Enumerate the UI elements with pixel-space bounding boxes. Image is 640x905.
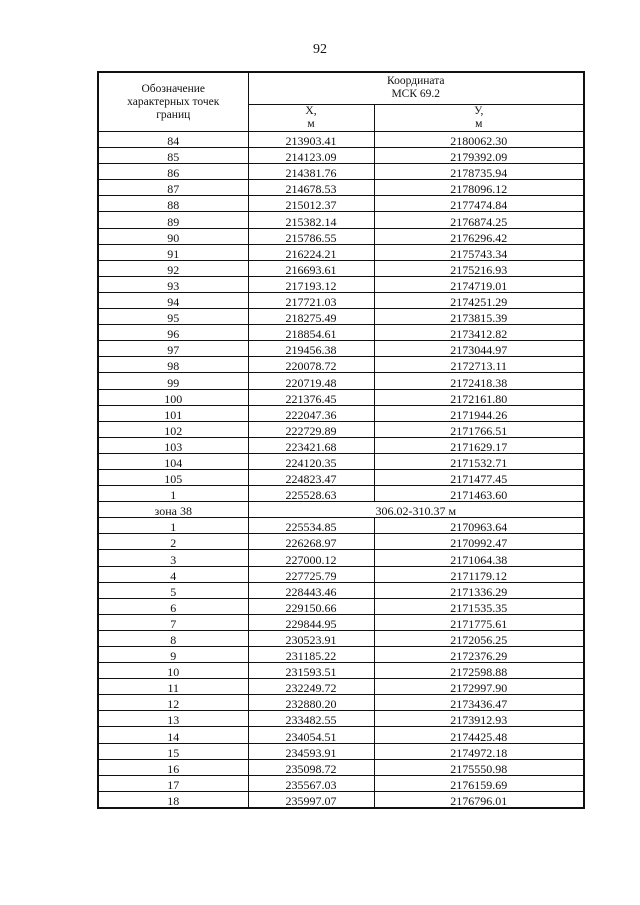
x-coordinate-cell: 235997.07 [248, 791, 374, 808]
x-coordinate-cell: 229150.66 [248, 598, 374, 614]
x-coordinate-cell: 229844.95 [248, 614, 374, 630]
x-coordinate-cell: 228443.46 [248, 582, 374, 598]
point-id-cell: 11 [98, 679, 248, 695]
x-coordinate-cell: 234054.51 [248, 727, 374, 743]
x-coordinate-cell: 221376.45 [248, 389, 374, 405]
x-coordinate-cell: 231185.22 [248, 647, 374, 663]
zone-row-group [98, 502, 584, 518]
table-row [98, 357, 584, 373]
y-coordinate-cell: 2180062.30 [374, 132, 584, 148]
x-coordinate-cell: 225534.85 [248, 518, 374, 534]
table-row [98, 550, 584, 566]
table-row [98, 405, 584, 421]
x-coordinate-cell: 214123.09 [248, 148, 374, 164]
y-coordinate-cell: 2176796.01 [374, 791, 584, 808]
point-id-cell: 12 [98, 695, 248, 711]
x-coordinate-cell: 227000.12 [248, 550, 374, 566]
y-column-header [374, 104, 584, 131]
point-id-cell: 94 [98, 292, 248, 308]
x-coordinate-cell: 225528.63 [248, 486, 374, 502]
point-id-cell: 101 [98, 405, 248, 421]
y-coordinate-cell: 2175743.34 [374, 244, 584, 260]
y-coordinate-cell: 2174251.29 [374, 292, 584, 308]
x-coordinate-cell: 224120.35 [248, 453, 374, 469]
x-axis-unit: м [307, 117, 315, 130]
y-coordinate-cell: 2172713.11 [374, 357, 584, 373]
coordinate-system-header [248, 72, 584, 104]
table-header [98, 72, 584, 132]
point-id-cell: 88 [98, 196, 248, 212]
y-coordinate-cell: 2171766.51 [374, 421, 584, 437]
point-id-cell: 105 [98, 469, 248, 485]
y-axis-unit: м [475, 117, 483, 130]
x-coordinate-cell: 231593.51 [248, 663, 374, 679]
coordinate-title: Координата [387, 75, 445, 88]
x-coordinate-cell: 235098.72 [248, 759, 374, 775]
y-coordinate-cell: 2175550.98 [374, 759, 584, 775]
x-coordinate-cell: 232249.72 [248, 679, 374, 695]
table-row [98, 437, 584, 453]
table-row [98, 469, 584, 485]
y-coordinate-cell: 2171775.61 [374, 614, 584, 630]
x-coordinate-cell: 233482.55 [248, 711, 374, 727]
table-row [98, 630, 584, 646]
x-axis-name: X, [305, 104, 317, 117]
y-coordinate-cell: 2173044.97 [374, 341, 584, 357]
x-coordinate-cell: 230523.91 [248, 630, 374, 646]
x-coordinate-cell: 226268.97 [248, 534, 374, 550]
x-coordinate-cell: 232880.20 [248, 695, 374, 711]
x-coordinate-cell: 218275.49 [248, 309, 374, 325]
table-row [98, 598, 584, 614]
y-axis-name: У, [474, 104, 484, 117]
x-coordinate-cell: 224823.47 [248, 469, 374, 485]
table-row [98, 614, 584, 630]
y-coordinate-cell: 2179392.09 [374, 148, 584, 164]
x-coordinate-cell: 223421.68 [248, 437, 374, 453]
point-id-cell: 91 [98, 244, 248, 260]
x-coordinate-cell: 222047.36 [248, 405, 374, 421]
point-id-cell: 16 [98, 759, 248, 775]
table-row [98, 711, 584, 727]
table-row [98, 453, 584, 469]
table-row [98, 486, 584, 502]
page-number: 92 [313, 42, 327, 57]
y-coordinate-cell: 2173912.93 [374, 711, 584, 727]
y-coordinate-cell: 2170963.64 [374, 518, 584, 534]
table-row [98, 276, 584, 292]
point-id-cell: 90 [98, 228, 248, 244]
table-row [98, 180, 584, 196]
x-coordinate-cell: 234593.91 [248, 743, 374, 759]
point-id-cell: 95 [98, 309, 248, 325]
table-row [98, 292, 584, 308]
point-id-cell: 18 [98, 791, 248, 808]
y-coordinate-cell: 2175216.93 [374, 260, 584, 276]
y-coordinate-cell: 2171944.26 [374, 405, 584, 421]
table-row [98, 663, 584, 679]
x-coordinate-cell: 222729.89 [248, 421, 374, 437]
x-coordinate-cell: 216693.61 [248, 260, 374, 276]
x-column-header [248, 104, 374, 131]
point-id-cell: 89 [98, 212, 248, 228]
point-id-cell: 97 [98, 341, 248, 357]
table-body-part1 [98, 132, 584, 502]
point-column-header [98, 72, 248, 132]
y-coordinate-cell: 2172376.29 [374, 647, 584, 663]
y-coordinate-cell: 2171336.29 [374, 582, 584, 598]
point-id-cell: 1 [98, 486, 248, 502]
y-coordinate-cell: 2174425.48 [374, 727, 584, 743]
table-row [98, 148, 584, 164]
table-body-part2 [98, 518, 584, 808]
x-coordinate-cell: 214381.76 [248, 164, 374, 180]
x-coordinate-cell: 214678.53 [248, 180, 374, 196]
table-row [98, 566, 584, 582]
point-id-cell: 96 [98, 325, 248, 341]
table-row [98, 647, 584, 663]
y-coordinate-cell: 2170992.47 [374, 534, 584, 550]
table-row [98, 325, 584, 341]
point-id-cell: 5 [98, 582, 248, 598]
point-id-cell: 9 [98, 647, 248, 663]
x-coordinate-cell: 215382.14 [248, 212, 374, 228]
x-coordinate-cell: 220078.72 [248, 357, 374, 373]
table-row [98, 244, 584, 260]
zone-row [98, 502, 584, 518]
point-id-cell: 93 [98, 276, 248, 292]
zone-label: зона 38 [98, 502, 248, 518]
y-coordinate-cell: 2171532.71 [374, 453, 584, 469]
point-id-cell: 104 [98, 453, 248, 469]
table-row [98, 582, 584, 598]
x-coordinate-cell: 235567.03 [248, 775, 374, 791]
y-coordinate-cell: 2172418.38 [374, 373, 584, 389]
table-row [98, 196, 584, 212]
table-row [98, 260, 584, 276]
x-coordinate-cell: 217721.03 [248, 292, 374, 308]
point-id-cell: 15 [98, 743, 248, 759]
x-coordinate-cell: 215012.37 [248, 196, 374, 212]
point-id-cell: 92 [98, 260, 248, 276]
table-row [98, 421, 584, 437]
point-id-cell: 98 [98, 357, 248, 373]
x-coordinate-cell: 220719.48 [248, 373, 374, 389]
y-coordinate-cell: 2173412.82 [374, 325, 584, 341]
point-id-cell: 2 [98, 534, 248, 550]
point-id-cell: 100 [98, 389, 248, 405]
table-row [98, 775, 584, 791]
point-id-cell: 4 [98, 566, 248, 582]
y-coordinate-cell: 2172997.90 [374, 679, 584, 695]
zone-range: 306.02-310.37 м [248, 502, 584, 518]
y-coordinate-cell: 2172598.88 [374, 663, 584, 679]
point-id-cell: 17 [98, 775, 248, 791]
point-id-cell: 13 [98, 711, 248, 727]
point-id-cell: 85 [98, 148, 248, 164]
y-coordinate-cell: 2172161.80 [374, 389, 584, 405]
y-coordinate-cell: 2176296.42 [374, 228, 584, 244]
x-coordinate-cell: 217193.12 [248, 276, 374, 292]
coordinate-system-name: МСК 69.2 [391, 88, 441, 101]
y-coordinate-cell: 2171463.60 [374, 486, 584, 502]
y-coordinate-cell: 2178096.12 [374, 180, 584, 196]
point-id-cell: 8 [98, 630, 248, 646]
y-coordinate-cell: 2177474.84 [374, 196, 584, 212]
y-coordinate-cell: 2176874.25 [374, 212, 584, 228]
table-row [98, 212, 584, 228]
table-row [98, 228, 584, 244]
y-coordinate-cell: 2176159.69 [374, 775, 584, 791]
table-row [98, 389, 584, 405]
x-coordinate-cell: 215786.55 [248, 228, 374, 244]
x-coordinate-cell: 213903.41 [248, 132, 374, 148]
x-coordinate-cell: 218854.61 [248, 325, 374, 341]
y-coordinate-cell: 2171477.45 [374, 469, 584, 485]
coordinates-table [97, 71, 585, 809]
y-coordinate-cell: 2173436.47 [374, 695, 584, 711]
point-id-cell: 84 [98, 132, 248, 148]
table-row [98, 759, 584, 775]
y-coordinate-cell: 2174719.01 [374, 276, 584, 292]
table-row [98, 743, 584, 759]
table-row [98, 309, 584, 325]
table-row [98, 534, 584, 550]
point-id-cell: 6 [98, 598, 248, 614]
table-row [98, 679, 584, 695]
point-id-cell: 86 [98, 164, 248, 180]
point-id-cell: 99 [98, 373, 248, 389]
table-row [98, 164, 584, 180]
y-coordinate-cell: 2172056.25 [374, 630, 584, 646]
point-id-cell: 1 [98, 518, 248, 534]
y-coordinate-cell: 2173815.39 [374, 309, 584, 325]
table-row [98, 132, 584, 148]
table-row [98, 695, 584, 711]
point-id-cell: 7 [98, 614, 248, 630]
table-row [98, 518, 584, 534]
table-row [98, 727, 584, 743]
point-id-cell: 10 [98, 663, 248, 679]
point-id-cell: 14 [98, 727, 248, 743]
y-coordinate-cell: 2178735.94 [374, 164, 584, 180]
point-column-label: Обозначение характерных точек границ [127, 82, 220, 121]
y-coordinate-cell: 2171064.38 [374, 550, 584, 566]
table-row [98, 341, 584, 357]
y-coordinate-cell: 2171179.12 [374, 566, 584, 582]
y-coordinate-cell: 2171535.35 [374, 598, 584, 614]
point-id-cell: 3 [98, 550, 248, 566]
x-coordinate-cell: 227725.79 [248, 566, 374, 582]
table-row [98, 791, 584, 808]
table-row [98, 373, 584, 389]
x-coordinate-cell: 216224.21 [248, 244, 374, 260]
point-id-cell: 103 [98, 437, 248, 453]
x-coordinate-cell: 219456.38 [248, 341, 374, 357]
point-id-cell: 87 [98, 180, 248, 196]
point-id-cell: 102 [98, 421, 248, 437]
y-coordinate-cell: 2171629.17 [374, 437, 584, 453]
y-coordinate-cell: 2174972.18 [374, 743, 584, 759]
